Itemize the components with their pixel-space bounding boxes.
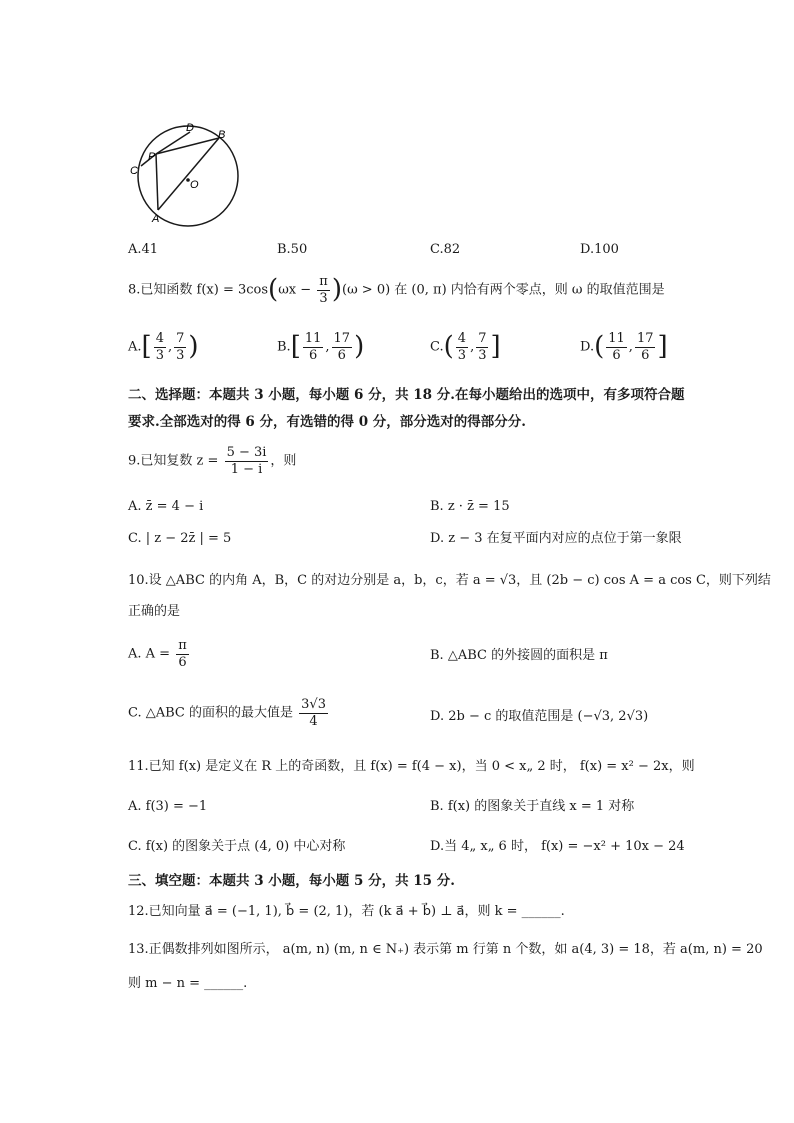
q8-arg-left: ωx − bbox=[278, 282, 312, 298]
q8-option-c: C.( $\frac{4}{3}$ , $\frac{7}{3}$ ] bbox=[430, 331, 501, 363]
q13-stem-line2: 则 m − n = ______. bbox=[128, 976, 248, 991]
q7-option-c: C.82 bbox=[430, 242, 461, 257]
q11-option-b: B. f(x) 的图象关于直线 x = 1 对称 bbox=[430, 799, 635, 814]
label-p: P bbox=[148, 151, 156, 163]
circle bbox=[138, 126, 238, 226]
label-d: D bbox=[186, 122, 194, 134]
q8-arg-fraction: $\frac{\pi}{3}$ bbox=[319, 274, 328, 306]
q8-condition: (ω > 0) 在 (0, π) 内恰有两个零点，则 ω 的取值范围是 bbox=[342, 282, 665, 298]
q8-stem-prefix: 8.已知函数 f(x) = 3cos bbox=[128, 282, 269, 298]
q8-option-d: D.( $\frac{11}{6}$ , $\frac{17}{6}$ ] bbox=[580, 331, 668, 363]
q10-stem-line2: 正确的是 bbox=[128, 604, 181, 619]
q11-stem: 11.已知 f(x) 是定义在 R 上的奇函数，且 f(x) = f(4 − x)，当 0 < x„ 2 时， f(x) = x² − 2x，则 bbox=[128, 759, 695, 774]
circle-diagram bbox=[128, 118, 248, 233]
q9-option-a: A. z̄ = 4 − i bbox=[128, 499, 204, 514]
q11-option-c: C. f(x) 的图象关于点 (4, 0) 中心对称 bbox=[128, 839, 346, 854]
q7-option-b: B.50 bbox=[277, 242, 308, 257]
q11-option-d: D.当 4„ x„ 6 时， f(x) = −x² + 10x − 24 bbox=[430, 839, 685, 854]
q9-option-b: B. z · z̄ = 15 bbox=[430, 499, 510, 514]
q7-option-a: A.41 bbox=[128, 242, 159, 257]
section3-heading: 三、填空题：本题共 3 小题，每小题 5 分，共 15 分. bbox=[128, 873, 455, 889]
section2-heading-line1: 二、选择题：本题共 3 小题，每小题 6 分，共 18 分.在每小题给出的选项中，有多项符合题 bbox=[128, 387, 685, 403]
segment-pa bbox=[156, 154, 158, 210]
label-o: O bbox=[190, 179, 199, 191]
q11-option-a: A. f(3) = −1 bbox=[128, 799, 208, 814]
q8-option-b: B.[ $\frac{11}{6}$ , $\frac{17}{6}$ ) bbox=[277, 331, 365, 363]
q9-stem: 9.已知复数 z = $\frac{5 - 3i}{1 - i}$ ，则 bbox=[128, 445, 297, 477]
segment-pb bbox=[156, 138, 219, 154]
q12-stem: 12.已知向量 a⃗ = (−1, 1), b⃗ = (2, 1)，若 (k a⃗ + b⃗) ⊥ a⃗，则 k = ______. bbox=[128, 904, 565, 919]
segment-dp bbox=[156, 132, 190, 154]
segment-ab bbox=[158, 138, 219, 210]
q10-option-a: A. A = $\frac{\pi}{6}$ bbox=[128, 638, 187, 670]
q10-stem-line1: 10.设 △ABC 的内角 A，B，C 的对边分别是 a，b，c，若 a = √3，且 (2b − c) cos A = a cos C，则下列结 bbox=[128, 573, 771, 588]
section2-heading-line2: 要求.全部选对的得 6 分，有选错的得 0 分，部分选对的得部分分. bbox=[128, 414, 526, 430]
q9-option-c: C. | z − 2z̄ | = 5 bbox=[128, 531, 232, 546]
q8-stem: 8.已知函数 f(x) = 3cos(ωx − $\frac{\pi}{3}$ )(ω > 0) 在 (0, π) 内恰有两个零点，则 ω 的取值范围是 bbox=[128, 274, 665, 306]
label-c: C bbox=[130, 165, 138, 177]
label-a: A bbox=[152, 213, 160, 225]
q9-fraction: $\frac{5 - 3i}{1 - i}$ bbox=[226, 445, 267, 477]
q8-option-a: A.[ $\frac{4}{3}$ , $\frac{7}{3}$ ) bbox=[128, 331, 199, 363]
q7-option-d: D.100 bbox=[580, 242, 619, 257]
q10-option-d: D. 2b − c 的取值范围是 (−√3, 2√3) bbox=[430, 709, 649, 724]
q10-option-b: B. △ABC 的外接圆的面积是 π bbox=[430, 648, 608, 663]
q10-option-c: C. △ABC 的面积的最大值是 $\frac{3√3}{4}$ bbox=[128, 697, 326, 729]
q9-option-d: D. z − 3 在复平面内对应的点位于第一象限 bbox=[430, 531, 682, 546]
label-b: B bbox=[218, 129, 226, 141]
q13-stem-line1: 13.正偶数排列如图所示， a(m, n) (m, n ∈ N₊) 表示第 m 行第 n 个数，如 a(4, 3) = 18，若 a(m, n) = 20 bbox=[128, 942, 763, 957]
